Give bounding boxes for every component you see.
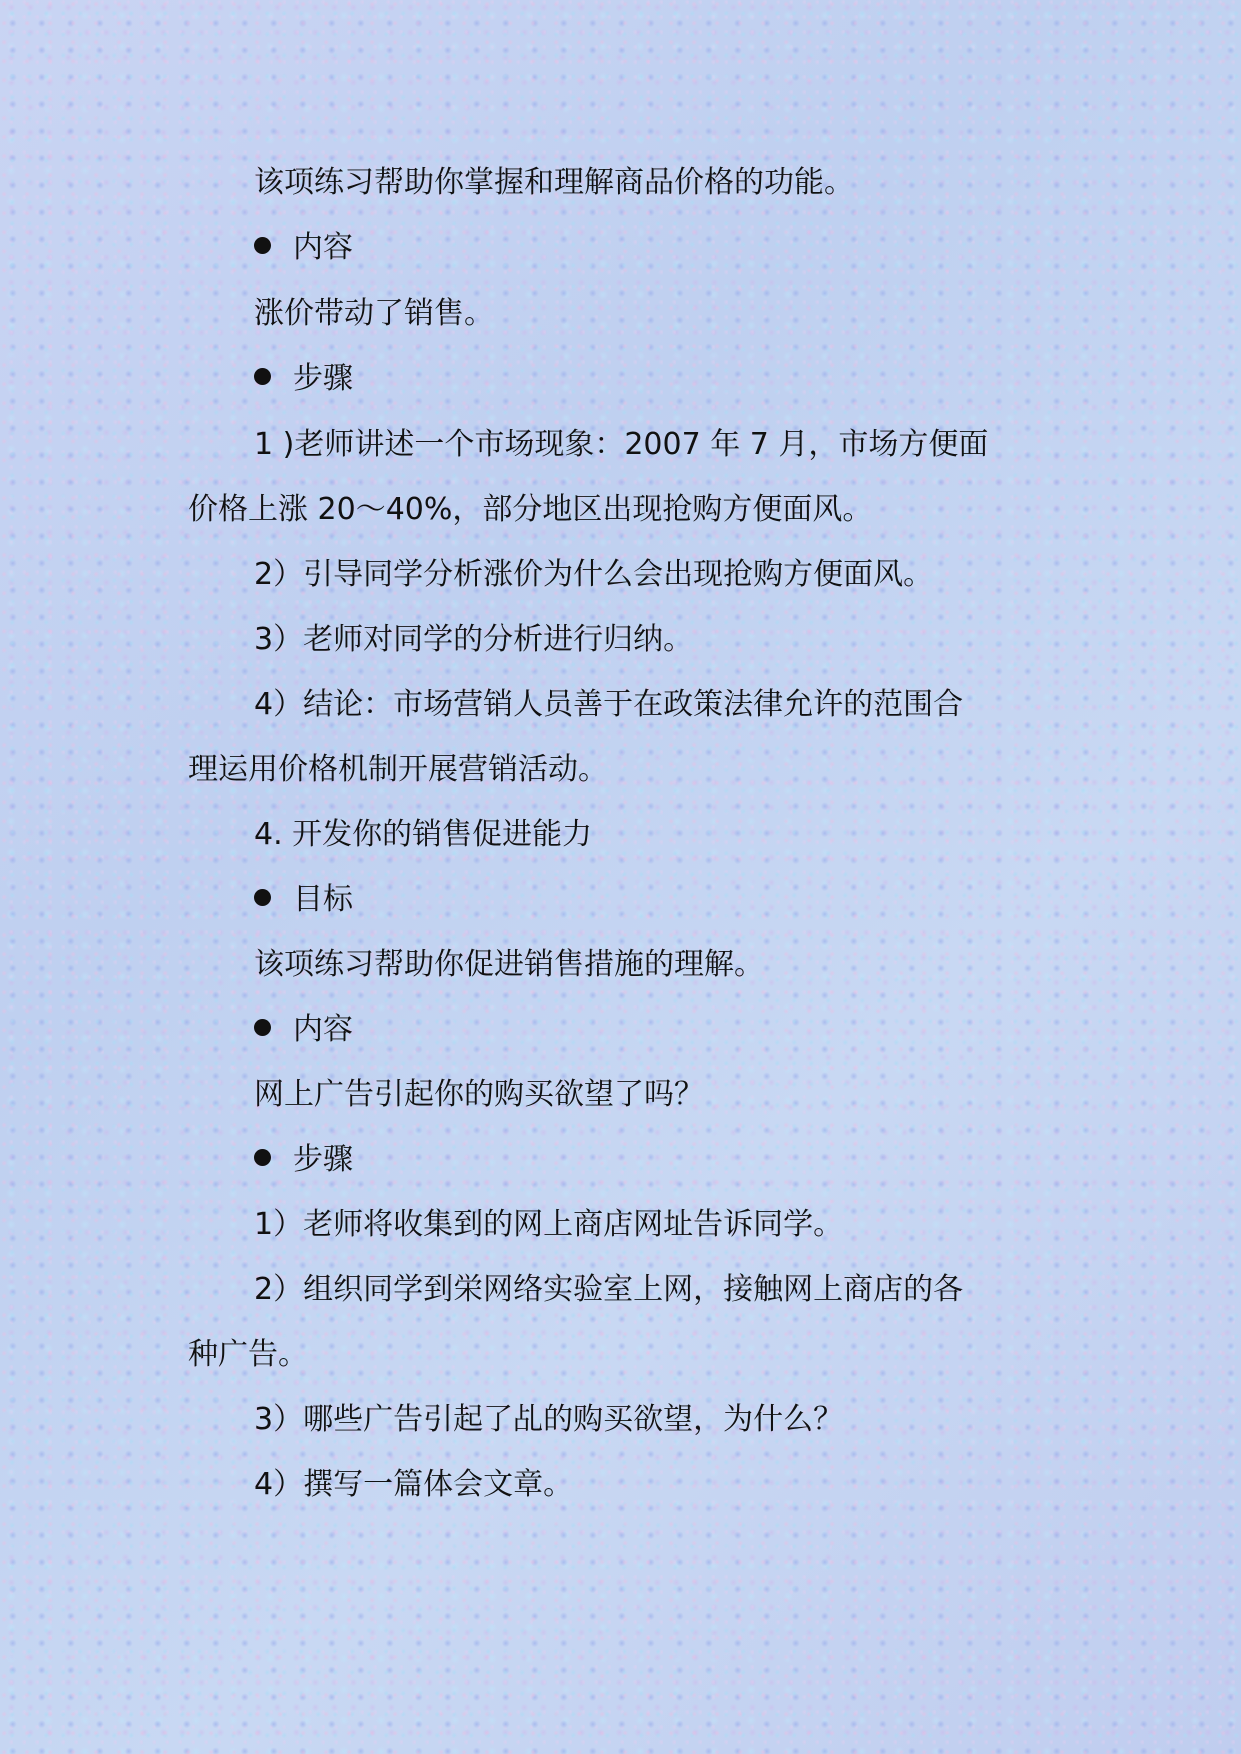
paragraph-line: 该项练习帮助你掌握和理解商品价格的功能。 (254, 165, 854, 200)
bullet-heading-label: 内容 (293, 230, 353, 265)
bullet-icon (254, 237, 271, 254)
bullet-icon (254, 889, 271, 906)
bullet-heading-label: 内容 (293, 1012, 353, 1047)
paragraph-line: 1）老师将收集到的网上商店网址告诉同学。 (254, 1207, 844, 1242)
paragraph-line: 1 )老师讲述一个市场现象：2007 年 7 月，市场方便面 (254, 427, 989, 462)
bullet-heading (254, 229, 353, 267)
paragraph-line: 理运用价格机制开展营销活动。 (188, 752, 608, 787)
paragraph-line: 该项练习帮助你促进销售措施的理解。 (254, 947, 764, 982)
paragraph-line: 4）撰写一篇体会文章。 (254, 1467, 574, 1502)
bullet-icon (254, 1019, 271, 1036)
paragraph-line: 种广告。 (188, 1337, 308, 1372)
paragraph-line: 3）老师对同学的分析进行归纳。 (254, 622, 694, 657)
bullet-heading-label: 目标 (293, 882, 353, 917)
bullet-icon (254, 368, 271, 385)
bullet-heading-label: 步骤 (293, 1142, 353, 1177)
bullet-icon (254, 1149, 271, 1166)
bullet-heading (254, 360, 353, 398)
paragraph-line: 网上广告引起你的购买欲望了吗？ (254, 1077, 704, 1112)
paragraph-line: 3）哪些广告引起了乩的购买欲望，为什么？ (254, 1402, 844, 1437)
bullet-heading-label: 步骤 (293, 361, 353, 396)
paragraph-line: 涨价带动了销售。 (254, 296, 494, 331)
paragraph-line: 价格上涨 20～40%，部分地区出现抢购方便面风。 (188, 492, 873, 527)
bullet-heading (254, 1141, 353, 1179)
bullet-heading (254, 1011, 353, 1049)
paragraph-line: 2）引导同学分析涨价为什么会出现抢购方便面风。 (254, 557, 934, 592)
paragraph-line: 4）结论：市场营销人员善于在政策法律允许的范围合 (254, 687, 964, 722)
bullet-heading (254, 881, 353, 919)
paragraph-line: 2）组织同学到栄网络实验室上网，接触网上商店的各 (254, 1272, 964, 1307)
section-heading: 4. 开发你的销售促进能力 (254, 817, 593, 852)
